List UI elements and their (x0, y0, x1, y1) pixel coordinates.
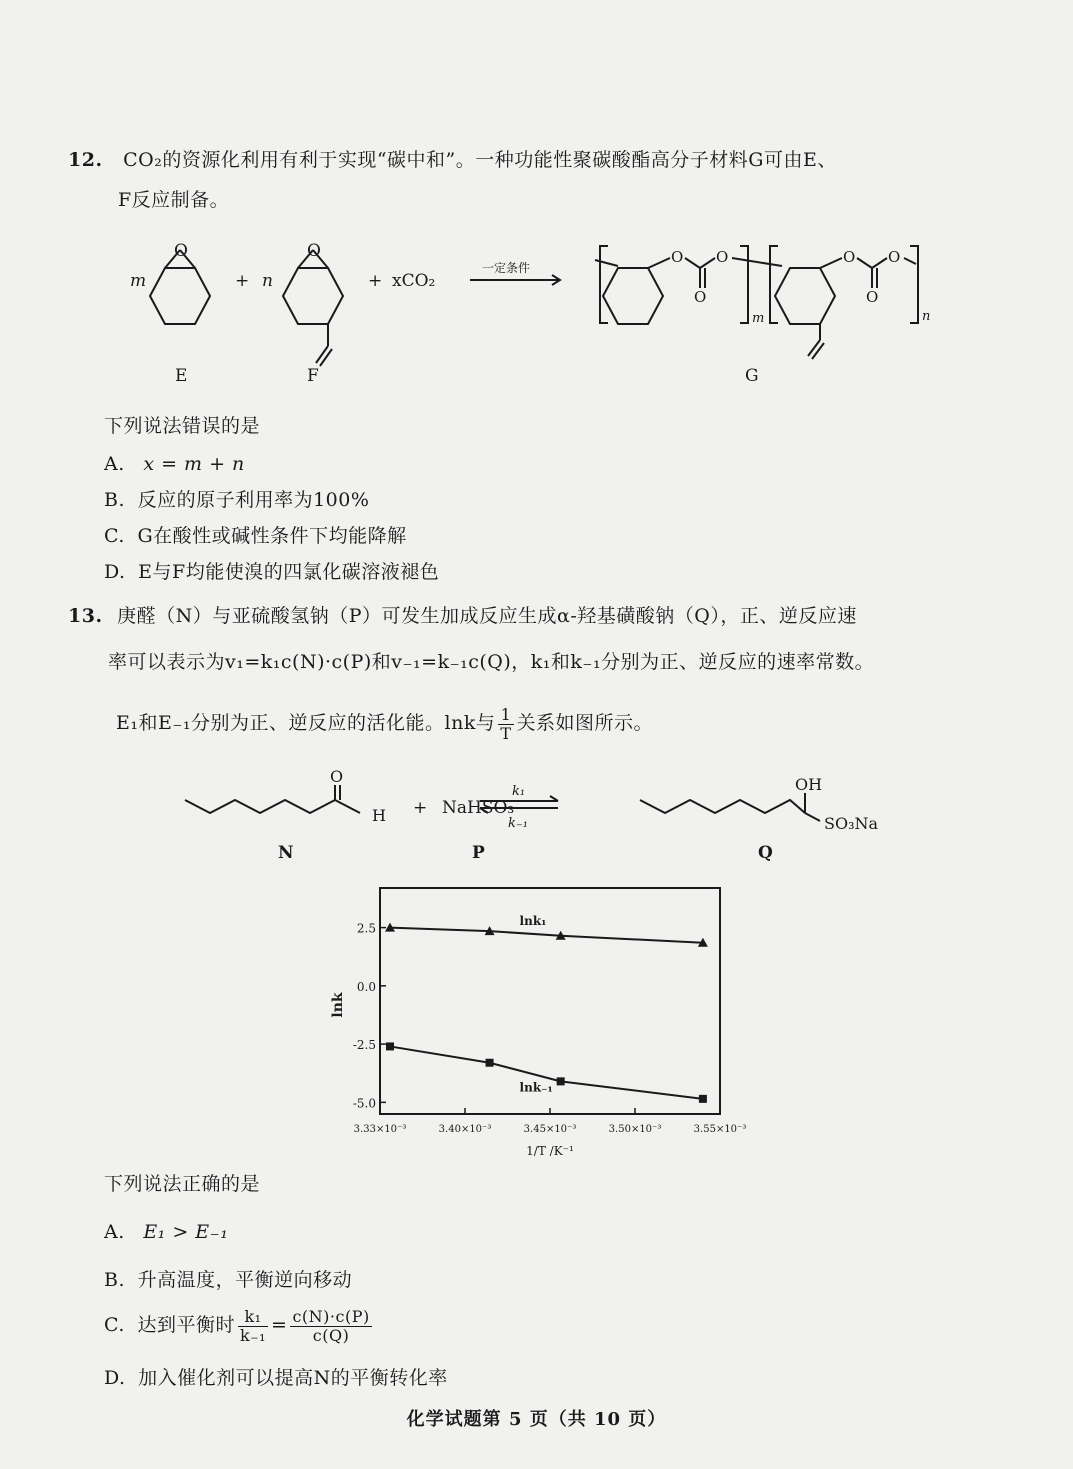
x-tick-label: 3.33×10⁻³ (353, 1124, 407, 1135)
q13-reaction-scheme (180, 765, 920, 870)
option-text: 加入催化剂可以提高N的平衡转化率 (138, 1367, 448, 1389)
q12-option-d[interactable] (104, 560, 439, 584)
svg-text:O: O (866, 288, 879, 306)
svg-text:O: O (174, 241, 188, 261)
frac-num: k₁ (238, 1308, 268, 1327)
k-forward: k₁ (512, 784, 526, 799)
option-text: 达到平衡时 (137, 1314, 235, 1336)
q13-stem-line2: 率可以表示为v₁=k₁c(N)·c(P)和v₋₁=k₋₁c(Q)，k₁和k₋₁分别为正、逆反应的速率常数。 (108, 651, 875, 673)
page-footer: 化学试题第 5 页（共 10 页） (406, 1409, 667, 1430)
coef-m: m (130, 271, 147, 291)
option-text: E与F均能使溴的四氯化碳溶液褪色 (138, 561, 440, 583)
svg-text:O: O (888, 248, 901, 266)
e-ring-icon (150, 268, 210, 324)
sub-n: n (922, 309, 931, 324)
data-point-square (557, 1077, 565, 1085)
option-letter: D. (104, 1367, 126, 1389)
q13-inverse-t-fraction (498, 706, 513, 743)
oh-label: OH (795, 775, 823, 794)
frac-den: c(Q) (312, 1325, 350, 1345)
series-label-1: lnk₁ (519, 914, 547, 929)
co2-label: xCO₂ (392, 271, 436, 291)
x-tick-label: 3.55×10⁻³ (693, 1124, 747, 1135)
q13-option-c[interactable] (104, 1302, 375, 1350)
y-tick-label: 2.5 (356, 921, 376, 936)
q13-stem-line3-b: 关系如图所示。 (516, 712, 654, 734)
q12-stem-text: CO₂的资源化利用有利于实现“碳中和”。一种功能性聚碳酸酯高分子材料G可由E、 (123, 149, 837, 171)
option-letter: C. (104, 525, 125, 547)
q13-option-a[interactable] (104, 1220, 228, 1244)
x-tick-label: 3.40×10⁻³ (438, 1124, 492, 1135)
q13-stem-line1 (68, 604, 857, 628)
q12-stem-line1 (68, 148, 837, 172)
label-q: Q (758, 843, 773, 863)
q13-number: 13. (68, 605, 103, 627)
q12-stem-line2: F反应制备。 (118, 189, 230, 211)
plus-2: + (368, 271, 383, 291)
x-axis-label: 1/T /K⁻¹ (526, 1144, 574, 1158)
data-point-square (699, 1095, 707, 1103)
label-p: P (472, 843, 485, 863)
svg-text:O: O (843, 248, 856, 266)
lnk-vs-inverse-t-chart (320, 880, 760, 1170)
nahso3: NaHSO₃ (442, 798, 515, 818)
q13-option-d[interactable] (104, 1366, 448, 1390)
y-axis-label: lnk (330, 992, 346, 1018)
label-f: F (307, 366, 319, 386)
concentration-ratio (290, 1308, 371, 1345)
option-letter: B. (104, 489, 126, 511)
option-letter: A. (104, 1221, 125, 1243)
svg-text:O: O (716, 248, 729, 266)
label-g: G (745, 366, 759, 386)
f-ring-icon (283, 268, 343, 324)
series-line-1 (390, 928, 703, 943)
heptanal-chain-icon (185, 800, 360, 813)
q13-option-b[interactable] (104, 1268, 352, 1292)
q13-stem-line3-a: E₁和E₋₁分别为正、逆反应的活化能。lnk与 (116, 712, 496, 734)
x-tick-label: 3.50×10⁻³ (608, 1124, 662, 1135)
so3na-label: SO₃Na (824, 814, 879, 833)
q12-prompt: 下列说法错误的是 (104, 415, 261, 437)
frac-den: T (500, 723, 512, 743)
q12-option-c[interactable] (104, 524, 407, 548)
y-tick-label: -5.0 (352, 1096, 376, 1111)
plus-1: + (235, 271, 250, 291)
option-text: 升高温度，平衡逆向移动 (137, 1269, 353, 1291)
q12-option-a[interactable] (104, 452, 245, 476)
rate-constant-ratio (238, 1308, 268, 1345)
q12-number: 12. (68, 149, 103, 171)
label-e: E (175, 366, 188, 386)
aldehyde-h: H (372, 806, 386, 825)
svg-text:O: O (671, 248, 684, 266)
svg-text:O: O (307, 241, 321, 261)
g-left-bracket-icon (600, 246, 608, 323)
arrow-condition: 一定条件 (482, 261, 531, 275)
option-letter: C. (104, 1314, 125, 1336)
plus-3: + (413, 798, 428, 818)
y-tick-label: 0.0 (356, 979, 376, 994)
option-letter: A. (104, 453, 125, 475)
option-text: E₁ > E₋₁ (143, 1221, 229, 1243)
sub-m: m (752, 311, 765, 326)
data-point-square (486, 1059, 494, 1067)
q12-option-b[interactable] (104, 488, 369, 512)
label-n: N (278, 843, 294, 863)
data-point-square (386, 1042, 394, 1050)
coef-n: n (262, 271, 273, 291)
q13-stem-line3 (116, 700, 653, 746)
y-tick-label: -2.5 (352, 1038, 376, 1053)
option-text: x = m + n (143, 453, 245, 475)
option-text: G在酸性或碱性条件下均能降解 (137, 525, 407, 547)
g-mid-bracket-icon (740, 246, 748, 323)
product-chain-icon (640, 800, 805, 813)
aldehyde-o: O (330, 767, 344, 786)
frac-num: c(N)·c(P) (292, 1306, 370, 1326)
g-right-bracket-icon (910, 246, 918, 323)
q12-reaction-scheme (110, 228, 950, 393)
x-tick-label: 3.45×10⁻³ (523, 1124, 577, 1135)
equals-sign: = (271, 1314, 288, 1336)
k-reverse: k₋₁ (508, 816, 528, 831)
option-letter: D. (104, 561, 126, 583)
series-label-2: lnk₋₁ (519, 1080, 553, 1095)
frac-num: 1 (498, 706, 513, 725)
option-text: 反应的原子利用率为100% (137, 489, 370, 511)
svg-text:O: O (694, 288, 707, 306)
q13-stem-text: 庚醛（N）与亚硫酸氢钠（P）可发生加成反应生成α-羟基磺酸钠（Q），正、逆反应速 (117, 605, 857, 627)
q13-prompt: 下列说法正确的是 (104, 1173, 261, 1195)
frac-den: k₋₁ (239, 1325, 267, 1345)
option-letter: B. (104, 1269, 126, 1291)
